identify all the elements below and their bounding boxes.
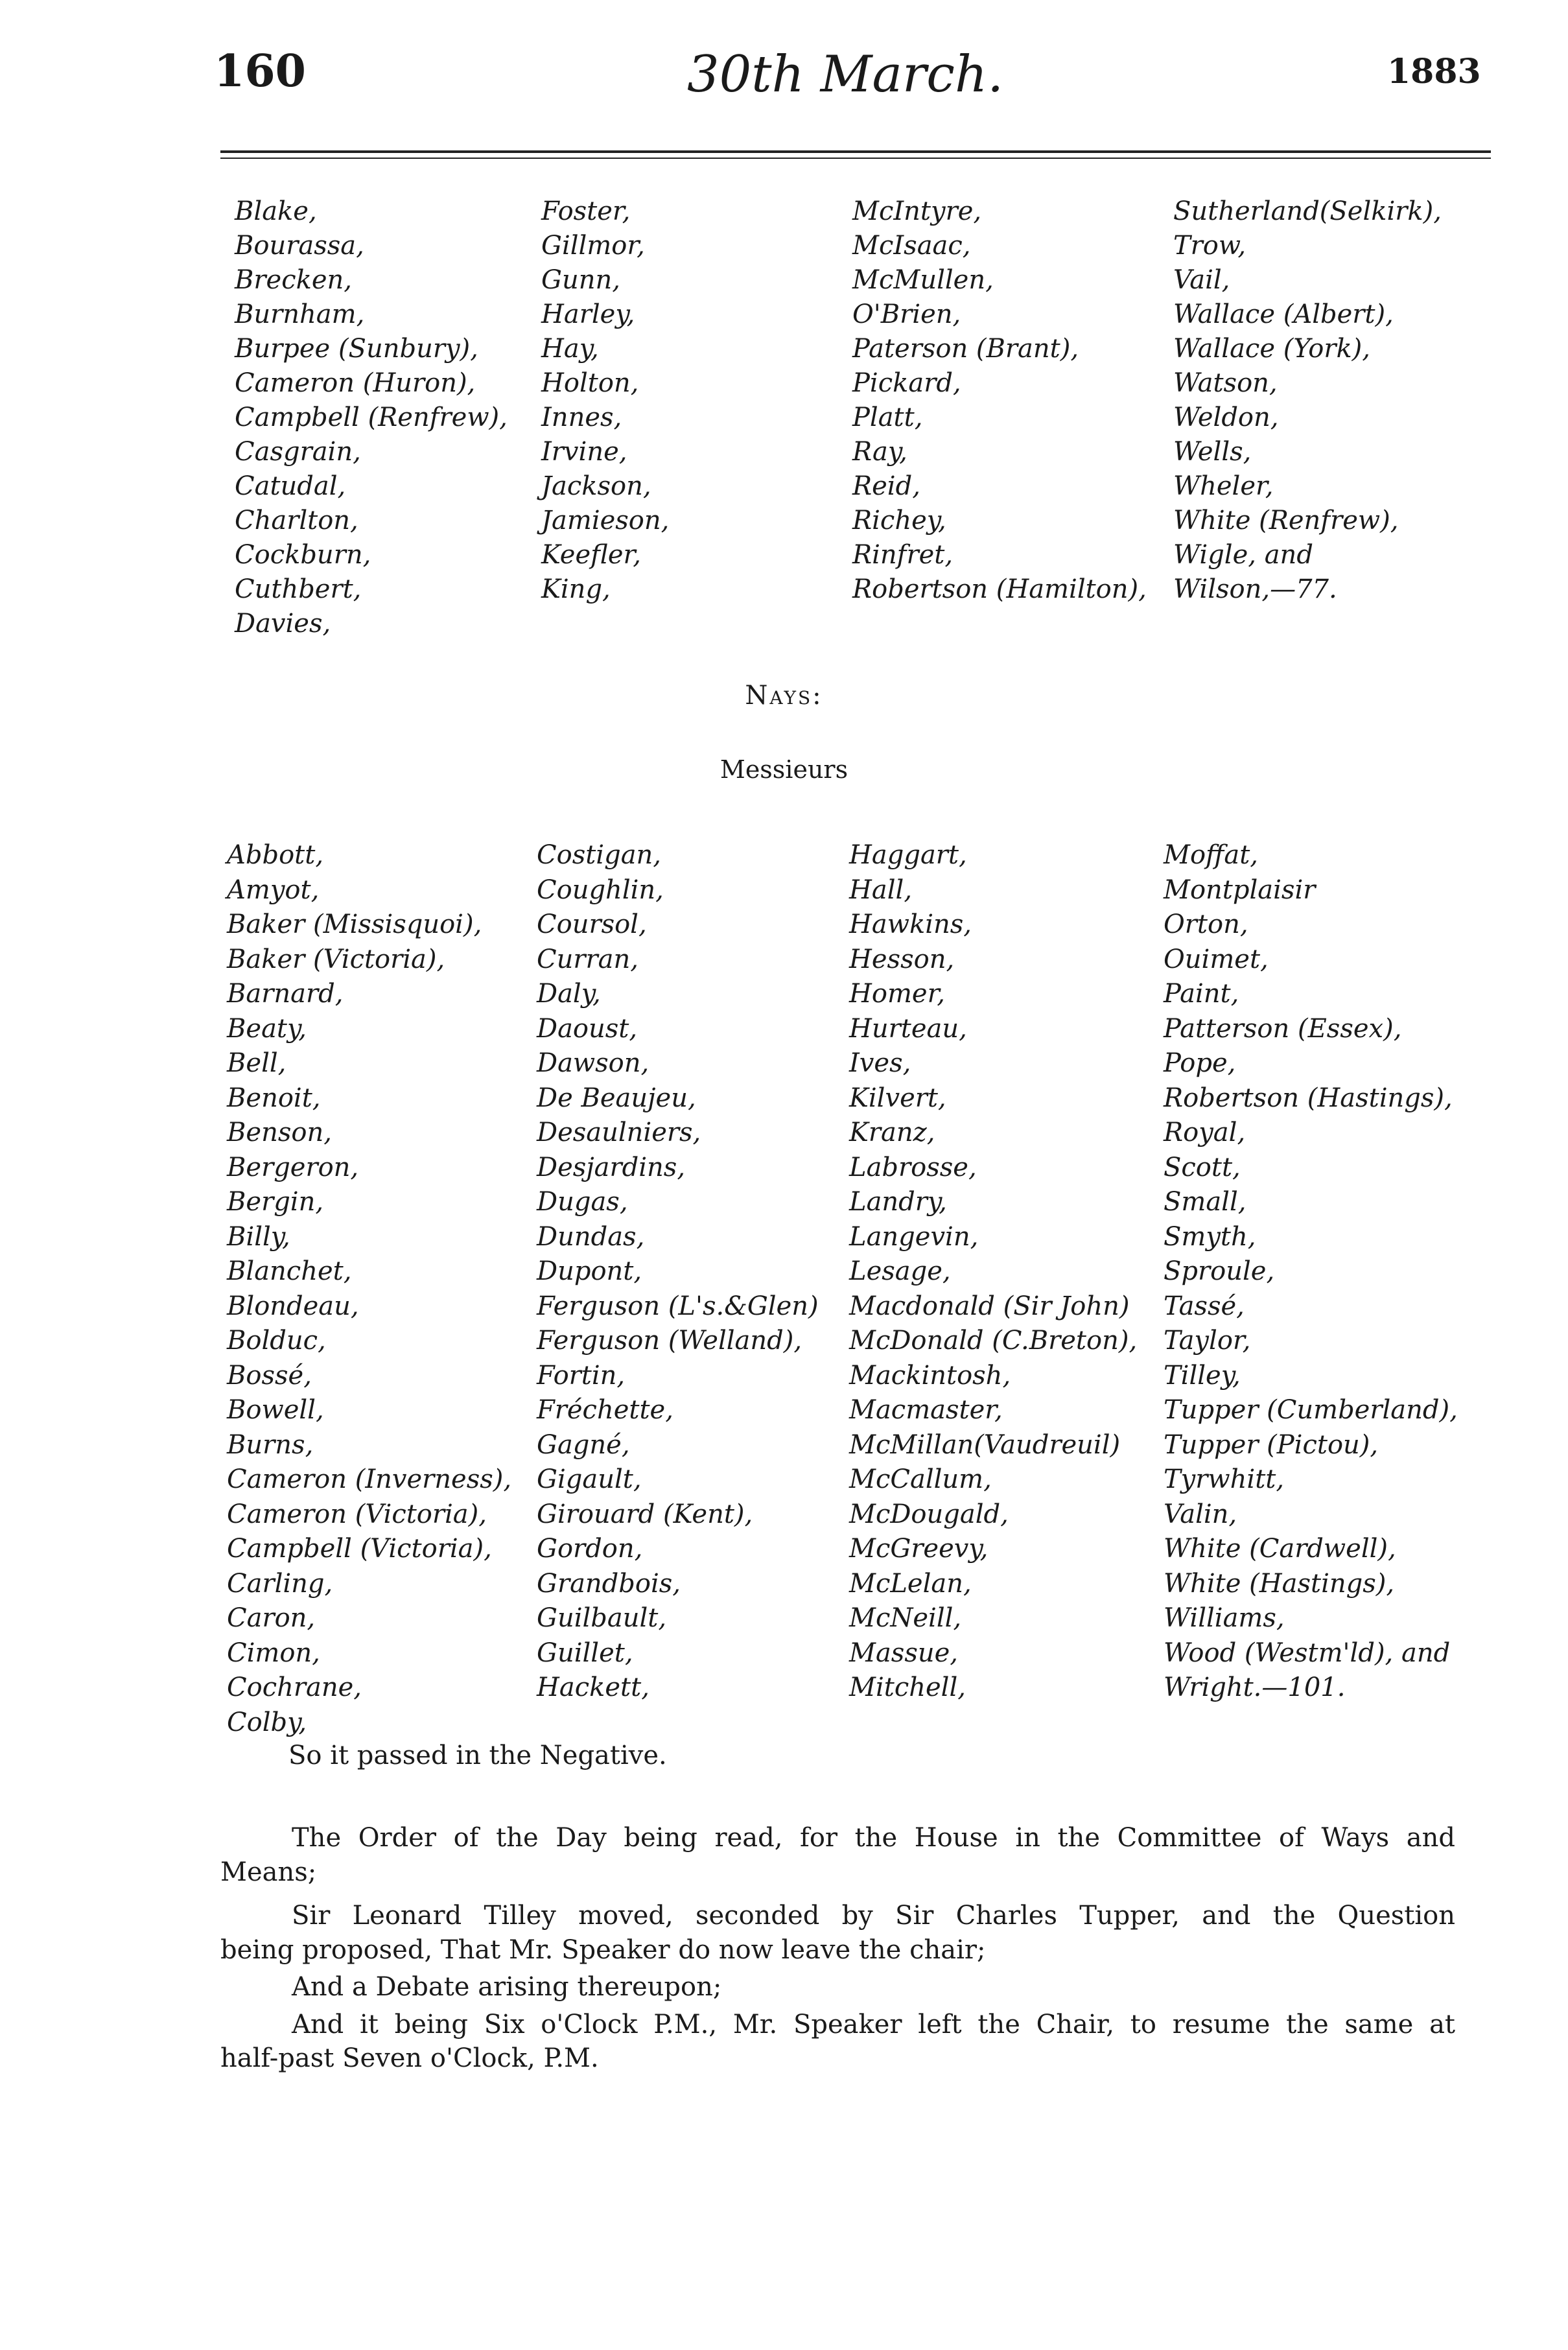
member-name: Scott, (1164, 1152, 1241, 1182)
member-name: Dawson, (537, 1048, 649, 1078)
member-name: Massue, (849, 1638, 959, 1668)
debate-line: And a Debate arising thereupon; (292, 1972, 722, 2002)
nays-column-4 (1164, 838, 1458, 1706)
member-name: Keefler, (541, 540, 641, 570)
member-name: Hall, (849, 875, 913, 905)
member-name: Tyrwhitt, (1164, 1464, 1285, 1494)
member-name: Desjardins, (537, 1152, 686, 1182)
member-name: Desaulniers, (537, 1118, 701, 1147)
member-name: Platt, (852, 403, 923, 432)
vote-result: So it passed in the Negative. (288, 1741, 667, 1770)
motion-line-1: Sir Leonard Tilley moved, seconded by Sir Charles Tupper, and the Question (292, 1901, 1455, 1931)
member-name: Montplaisir (1164, 875, 1316, 905)
member-name: Beaty, (227, 1013, 307, 1044)
member-name: Foster, (541, 196, 631, 226)
member-name: Campbell (Victoria), (227, 1534, 492, 1564)
member-name: McLelan, (849, 1568, 972, 1599)
member-name: McMillan(Vaudreuil) (849, 1429, 1121, 1460)
member-name: Wheler, (1173, 471, 1274, 501)
member-name: Baker (Missisquoi), (227, 910, 482, 939)
member-name: Cameron (Victoria), (227, 1499, 487, 1529)
member-name: Gunn, (541, 265, 620, 295)
member-name: Fortin, (537, 1360, 626, 1391)
member-name: Labrosse, (849, 1152, 977, 1182)
member-name: Robertson (Hamilton), (852, 574, 1147, 604)
member-name: King, (541, 574, 611, 604)
member-name: Taylor, (1164, 1326, 1251, 1356)
member-name: Blanchet, (227, 1256, 352, 1286)
member-name: Orton, (1164, 910, 1248, 939)
member-name: Kranz, (849, 1118, 935, 1147)
member-name: Coursol, (537, 910, 647, 939)
member-name: Pope, (1164, 1048, 1236, 1078)
member-name: Cameron (Inverness), (227, 1464, 512, 1494)
member-name: Ferguson (Welland), (537, 1326, 802, 1356)
member-name: Paterson (Brant), (852, 334, 1079, 364)
adjournment-line-2: half-past Seven o'Clock, P.M. (220, 2043, 599, 2073)
member-name: McNeill, (849, 1603, 962, 1633)
adjournment-line-1: And it being Six o'Clock P.M., Mr. Speaker left the Chair, to resume the same at (292, 2010, 1455, 2039)
member-name: Colby, (227, 1707, 307, 1737)
member-name: Blake, (235, 196, 317, 226)
member-name: Bergeron, (227, 1152, 359, 1182)
member-name: Valin, (1164, 1499, 1237, 1529)
member-name: Moffat, (1164, 840, 1259, 870)
member-name: Gagné, (537, 1429, 630, 1460)
member-name: Fréchette, (537, 1395, 673, 1425)
member-name: Homer, (849, 979, 946, 1009)
member-name: McGreevy, (849, 1534, 989, 1564)
member-name: Macdonald (Sir John) (849, 1291, 1130, 1321)
member-name: Dupont, (537, 1256, 642, 1286)
page-date-title: 30th March. (687, 45, 1003, 104)
member-name: Cochrane, (227, 1673, 362, 1702)
member-name: Wigle, and (1173, 540, 1313, 570)
member-name: Billy, (227, 1221, 290, 1252)
member-name: Trow, (1173, 231, 1246, 261)
member-name: Watson, (1173, 368, 1278, 398)
member-name: Lesage, (849, 1256, 951, 1286)
member-name: McCallum, (849, 1464, 992, 1494)
member-name: Blondeau, (227, 1291, 359, 1321)
yeas-column-3 (852, 194, 1147, 607)
member-name: White (Hastings), (1164, 1568, 1395, 1599)
member-name: Tupper (Pictou), (1164, 1429, 1379, 1460)
member-name: Baker (Victoria), (227, 944, 445, 974)
member-name: Cockburn, (235, 540, 371, 570)
member-name: Coughlin, (537, 875, 664, 905)
member-name: Ives, (849, 1048, 911, 1078)
member-name: Tilley, (1164, 1360, 1241, 1391)
member-name: Davies, (235, 609, 331, 639)
yeas-column-1 (235, 194, 508, 641)
member-name: Mitchell, (849, 1673, 966, 1702)
member-name: Cameron (Huron), (235, 368, 476, 398)
member-name: Wright.—101. (1164, 1673, 1346, 1702)
member-name: Pickard, (852, 368, 961, 398)
nays-column-1 (227, 838, 511, 1740)
member-name: Bergin, (227, 1187, 324, 1217)
member-name: Hesson, (849, 944, 955, 974)
header-rule-thin (220, 158, 1491, 159)
nays-column-3 (849, 838, 1137, 1706)
page-number: 160 (214, 45, 306, 97)
member-name: Burns, (227, 1429, 314, 1460)
messieurs-heading: Messieurs (720, 755, 848, 784)
member-name: Holton, (541, 368, 639, 398)
member-name: Burnham, (235, 300, 365, 329)
member-name: Irvine, (541, 437, 627, 467)
member-name: White (Renfrew), (1173, 506, 1399, 535)
member-name: White (Cardwell), (1164, 1534, 1396, 1564)
member-name: Sutherland(Selkirk), (1173, 196, 1442, 226)
member-name: Gordon, (537, 1534, 643, 1564)
member-name: Jamieson, (541, 506, 670, 535)
member-name: Langevin, (849, 1221, 979, 1252)
member-name: O'Brien, (852, 300, 961, 329)
member-name: Small, (1164, 1187, 1246, 1217)
member-name: Catudal, (235, 471, 346, 501)
member-name: Benson, (227, 1118, 332, 1147)
yeas-column-2 (541, 194, 669, 607)
member-name: Hackett, (537, 1673, 649, 1702)
member-name: Charlton, (235, 506, 358, 535)
member-name: Wallace (Albert), (1173, 300, 1394, 329)
member-name: Hay, (541, 334, 599, 364)
member-name: Richey, (852, 506, 946, 535)
member-name: Hurteau, (849, 1013, 967, 1044)
member-name: Brecken, (235, 265, 352, 295)
nays-heading: Nays: (745, 681, 823, 711)
member-name: Macmaster, (849, 1395, 1003, 1425)
header-rule (220, 150, 1491, 153)
member-name: McMullen, (852, 265, 994, 295)
member-name: Abbott, (227, 840, 324, 870)
member-name: Ouimet, (1164, 944, 1269, 974)
member-name: Bourassa, (235, 231, 364, 261)
member-name: De Beaujeu, (537, 1083, 696, 1113)
member-name: Dundas, (537, 1221, 645, 1252)
member-name: Amyot, (227, 875, 320, 905)
member-name: Rinfret, (852, 540, 954, 570)
member-name: Tupper (Cumberland), (1164, 1395, 1458, 1425)
member-name: Girouard (Kent), (537, 1499, 753, 1529)
member-name: Costigan, (537, 840, 662, 870)
member-name: Benoit, (227, 1083, 321, 1113)
member-name: McIntyre, (852, 196, 982, 226)
member-name: Ray, (852, 437, 907, 467)
member-name: Bowell, (227, 1395, 324, 1425)
member-name: Innes, (541, 403, 622, 432)
member-name: Mackintosh, (849, 1360, 1011, 1391)
member-name: Wilson,—77. (1173, 574, 1337, 604)
member-name: Cimon, (227, 1638, 320, 1668)
member-name: Burpee (Sunbury), (235, 334, 478, 364)
member-name: Wells, (1173, 437, 1252, 467)
order-of-day-line-2: Means; (220, 1857, 317, 1887)
member-name: Bell, (227, 1048, 287, 1078)
member-name: Reid, (852, 471, 920, 501)
member-name: Royal, (1164, 1118, 1246, 1147)
member-name: Guilbault, (537, 1603, 667, 1633)
member-name: Carling, (227, 1568, 333, 1599)
member-name: McIsaac, (852, 231, 971, 261)
member-name: Jackson, (541, 471, 651, 501)
member-name: Daoust, (537, 1013, 638, 1044)
member-name: Hawkins, (849, 910, 972, 939)
member-name: Campbell (Renfrew), (235, 403, 508, 432)
member-name: Daly, (537, 979, 601, 1009)
member-name: Wood (Westm'ld), and (1164, 1638, 1451, 1668)
member-name: Smyth, (1164, 1221, 1256, 1252)
member-name: Patterson (Essex), (1164, 1013, 1402, 1044)
yeas-column-4 (1173, 194, 1442, 607)
order-of-day-line-1: The Order of the Day being read, for the House in the Committee of Ways and (292, 1823, 1455, 1853)
page-year: 1883 (1387, 52, 1481, 91)
member-name: Sproule, (1164, 1256, 1275, 1286)
member-name: Gillmor, (541, 231, 645, 261)
member-name: Bolduc, (227, 1326, 326, 1356)
member-name: Harley, (541, 300, 635, 329)
member-name: McDougald, (849, 1499, 1009, 1529)
member-name: Weldon, (1173, 403, 1279, 432)
member-name: Casgrain, (235, 437, 361, 467)
member-name: Robertson (Hastings), (1164, 1083, 1453, 1113)
member-name: Cuthbert, (235, 574, 362, 604)
nays-column-2 (537, 838, 819, 1706)
member-name: Caron, (227, 1603, 316, 1633)
member-name: Paint, (1164, 979, 1239, 1009)
member-name: Wallace (York), (1173, 334, 1371, 364)
member-name: Ferguson (L's.&Glen) (537, 1291, 819, 1321)
member-name: Haggart, (849, 840, 967, 870)
member-name: Kilvert, (849, 1083, 946, 1113)
member-name: Grandbois, (537, 1568, 681, 1599)
member-name: Vail, (1173, 265, 1230, 295)
member-name: Curran, (537, 944, 638, 974)
member-name: Bossé, (227, 1360, 312, 1391)
member-name: Barnard, (227, 979, 344, 1009)
member-name: Landry, (849, 1187, 947, 1217)
member-name: McDonald (C.Breton), (849, 1326, 1138, 1356)
motion-line-2: being proposed, That Mr. Speaker do now leave the chair; (220, 1935, 986, 1965)
member-name: Guillet, (537, 1638, 633, 1668)
member-name: Williams, (1164, 1603, 1285, 1633)
member-name: Gigault, (537, 1464, 642, 1494)
member-name: Tassé, (1164, 1291, 1245, 1321)
member-name: Dugas, (537, 1187, 628, 1217)
